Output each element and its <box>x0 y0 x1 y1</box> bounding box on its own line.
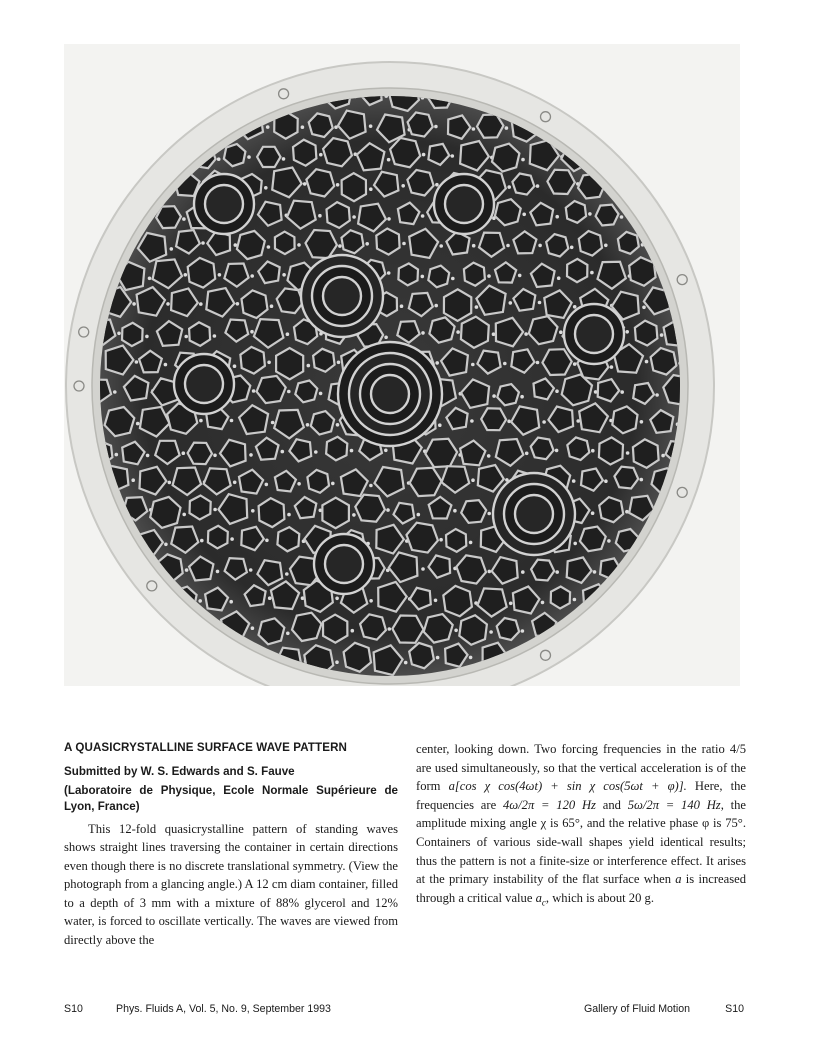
wave-cell <box>481 408 506 430</box>
frequency-2: 5ω/2π = 140 Hz <box>627 797 721 812</box>
wave-cell <box>497 384 519 405</box>
wave-node <box>250 274 254 278</box>
wave-node <box>435 183 439 187</box>
wave-node <box>557 276 561 280</box>
wave-node <box>471 363 475 367</box>
wave-node <box>590 271 594 275</box>
variable-ac: a <box>535 890 542 905</box>
wave-node <box>604 479 608 483</box>
wave-cell <box>425 439 457 467</box>
wave-node <box>166 302 170 306</box>
wave-node <box>655 393 659 397</box>
wave-node <box>230 419 234 423</box>
concentric-ring <box>445 185 483 223</box>
wave-node <box>492 394 496 398</box>
wave-node <box>301 125 305 129</box>
wave-node <box>297 243 301 247</box>
wave-node <box>541 601 545 605</box>
wave-node <box>236 302 240 306</box>
text-run: center, looking down. Two forcing frequencies in the ratio 4/5 are used simultaneously, so that the vertical acceleration is of the form <box>416 742 746 794</box>
wave-node <box>400 304 404 308</box>
wave-cell <box>579 231 602 256</box>
wave-node <box>387 158 391 162</box>
concentric-ring <box>185 365 223 403</box>
wave-node <box>536 184 540 188</box>
wave-node <box>509 602 513 606</box>
wave-cell <box>461 500 486 523</box>
wave-node <box>287 513 291 517</box>
wave-node <box>422 153 426 157</box>
wave-node <box>335 660 339 664</box>
wave-node <box>265 539 269 543</box>
wave-node <box>168 481 172 485</box>
concentric-ring <box>575 315 613 353</box>
wave-cell <box>566 201 586 223</box>
wave-cell <box>551 587 570 609</box>
wave-node <box>421 331 425 335</box>
wave-node <box>439 244 443 248</box>
wave-cell <box>327 202 350 228</box>
wave-node <box>573 362 577 366</box>
wave-cell <box>240 347 265 374</box>
wave-node <box>271 421 275 425</box>
page-number-right: S10 <box>725 1003 744 1015</box>
concentric-ring <box>323 277 361 315</box>
section-name: Gallery of Fluid Motion <box>584 1003 690 1015</box>
wave-node <box>588 212 592 216</box>
wave-cell <box>531 438 554 460</box>
wave-node <box>456 330 460 334</box>
wave-node <box>148 277 152 281</box>
wave-cell <box>355 495 385 522</box>
quasicrystal-photograph <box>64 44 740 686</box>
wave-cell <box>567 259 587 282</box>
wave-node <box>182 217 186 221</box>
wave-node <box>213 508 217 512</box>
wave-node <box>421 567 425 571</box>
wave-node <box>572 479 576 483</box>
wave-cell <box>311 411 334 434</box>
wave-cell <box>596 205 619 226</box>
wave-cell <box>326 437 347 461</box>
wave-node <box>434 304 438 308</box>
wave-cell <box>277 288 304 313</box>
wave-node <box>285 572 289 576</box>
wave-cell <box>633 439 659 468</box>
wave-cell <box>410 468 442 496</box>
wave-node <box>387 271 391 275</box>
wave-node <box>135 360 139 364</box>
wave-node <box>250 330 254 334</box>
wave-node <box>402 242 406 246</box>
wave-cell <box>461 317 489 348</box>
variable-ac-subscript: c <box>541 897 546 908</box>
wave-node <box>297 482 301 486</box>
wave-node <box>307 364 311 368</box>
wave-node <box>336 183 340 187</box>
wave-node <box>404 661 408 665</box>
wave-node <box>489 630 493 634</box>
wave-node <box>233 364 237 368</box>
journal-citation: Phys. Fluids A, Vol. 5, No. 9, September 1993 <box>116 1003 331 1015</box>
wave-cell <box>293 140 316 166</box>
wave-cell <box>307 470 329 493</box>
wave-cell <box>259 498 285 527</box>
wave-cell <box>313 349 335 372</box>
wave-cell <box>477 115 503 138</box>
wave-node <box>591 511 595 515</box>
wave-node <box>506 244 510 248</box>
wave-node <box>282 273 286 277</box>
wave-node <box>184 335 188 339</box>
wave-node <box>182 513 186 517</box>
wave-cell <box>546 234 568 256</box>
wave-cell <box>189 322 210 346</box>
wave-node <box>314 450 318 454</box>
wave-cell <box>444 289 471 321</box>
text-run: , which is about 20 g. <box>545 890 654 905</box>
wave-node <box>131 478 135 482</box>
wave-node <box>331 482 335 486</box>
wave-node <box>591 449 595 453</box>
wave-node <box>281 450 285 454</box>
wave-node <box>251 626 255 630</box>
wave-node <box>509 301 513 305</box>
wave-node <box>216 570 220 574</box>
wave-node <box>439 538 443 542</box>
wave-cell <box>398 263 418 285</box>
wave-cell <box>512 174 534 195</box>
wave-cell <box>224 144 246 166</box>
wave-node <box>113 390 117 394</box>
wave-node <box>417 513 421 517</box>
wave-node <box>338 244 342 248</box>
wave-node <box>521 158 525 162</box>
wave-cell <box>122 323 143 346</box>
wave-cell <box>635 321 658 346</box>
wave-node <box>218 273 222 277</box>
wave-node <box>115 453 119 457</box>
wave-node <box>645 360 649 364</box>
wave-node <box>247 155 251 159</box>
wave-cell <box>542 349 571 375</box>
wave-node <box>604 244 608 248</box>
wave-node <box>453 509 457 513</box>
wave-node <box>625 330 629 334</box>
wave-node <box>451 154 455 158</box>
wave-node <box>352 215 356 219</box>
wave-node <box>229 600 233 604</box>
wave-node <box>471 478 475 482</box>
wave-node <box>369 599 373 603</box>
wave-node <box>555 449 559 453</box>
page-number-left: S10 <box>64 1003 83 1015</box>
wave-node <box>352 513 356 517</box>
wave-node <box>492 332 496 336</box>
wave-node <box>434 599 438 603</box>
wave-node <box>620 390 624 394</box>
wave-cell <box>428 266 449 288</box>
text-run: Here, the frequencies are <box>416 779 746 812</box>
wave-node <box>521 629 525 633</box>
wave-node <box>610 365 614 369</box>
wave-node <box>286 332 290 336</box>
wave-node <box>249 453 253 457</box>
wave-node <box>230 537 234 541</box>
wave-cell <box>567 437 589 460</box>
wave-node <box>520 395 524 399</box>
wave-node <box>132 302 136 306</box>
paragraph-left: This 12-fold quasicrystalline pattern of standing waves shows straight lines traversing the container in certain directions even though there is no discrete translational symmetry. (View the photograph from a glancing angle.) A 12 cm diam container, filled to a depth of 3 mm with a mixture of 88% glycerol and 12% water, is forced to oscillate vertically. The waves are viewed from directly above the <box>64 821 398 948</box>
wave-node <box>487 454 491 458</box>
wave-node <box>306 423 310 427</box>
wave-node <box>369 187 373 191</box>
wave-node <box>351 629 355 633</box>
wave-node <box>185 568 189 572</box>
photograph-svg <box>64 44 740 686</box>
wave-cell <box>323 615 347 643</box>
wave-cell <box>547 170 574 194</box>
wave-node <box>626 451 630 455</box>
wave-node <box>421 275 425 279</box>
wave-node <box>573 305 577 309</box>
page-footer <box>64 1003 750 1019</box>
wave-node <box>319 153 323 157</box>
wave-node <box>559 330 563 334</box>
wave-node <box>536 361 540 365</box>
wave-cell <box>208 526 228 549</box>
wave-node <box>386 508 390 512</box>
affiliation: (Laboratoire de Physique, Ecole Normale Supérieure de Lyon, France) <box>64 783 398 813</box>
wave-node <box>487 274 491 278</box>
wave-cell <box>614 467 638 489</box>
wave-node <box>350 449 354 453</box>
wave-node <box>555 570 559 574</box>
wave-node <box>507 185 511 189</box>
wave-node <box>146 454 150 458</box>
wave-node <box>303 182 307 186</box>
wave-node <box>213 334 217 338</box>
wave-cell <box>618 232 639 254</box>
wave-node <box>270 304 274 308</box>
wave-node <box>369 124 373 128</box>
submitted-by: Submitted by W. S. Edwards and S. Fauve <box>64 765 295 778</box>
wave-node <box>267 245 271 249</box>
text-column-right <box>416 740 746 912</box>
wave-cell <box>376 229 399 255</box>
wave-node <box>503 362 507 366</box>
wave-node <box>182 451 186 455</box>
wave-node <box>436 656 440 660</box>
wave-node <box>335 597 339 601</box>
wave-node <box>249 568 253 572</box>
wave-node <box>470 419 474 423</box>
concentric-ring <box>515 495 553 533</box>
concentric-ring <box>371 375 409 413</box>
wave-node <box>542 420 546 424</box>
wave-node <box>660 333 664 337</box>
wave-node <box>164 363 168 367</box>
wave-node <box>184 273 188 277</box>
text-run: is increased through a critical value <box>416 872 746 905</box>
wave-cell <box>277 527 299 551</box>
wave-node <box>401 184 405 188</box>
wave-cell <box>276 348 303 379</box>
wave-node <box>555 389 559 393</box>
wave-node <box>570 246 574 250</box>
wave-node <box>199 302 203 306</box>
wave-node <box>136 422 140 426</box>
wave-node <box>469 541 473 545</box>
wave-cell <box>188 443 212 465</box>
wave-cell <box>190 496 211 520</box>
wave-cell <box>342 230 364 253</box>
wave-node <box>573 598 577 602</box>
wave-node <box>252 389 256 393</box>
wave-node <box>200 539 204 543</box>
frequency-1: 4ω/2π = 120 Hz <box>502 797 596 812</box>
wave-node <box>475 305 479 309</box>
wave-node <box>199 419 203 423</box>
wave-node <box>469 656 473 660</box>
wave-node <box>451 277 455 281</box>
wave-cell <box>464 263 485 286</box>
wave-node <box>267 361 271 365</box>
concentric-ring <box>205 185 243 223</box>
wave-node <box>170 247 174 251</box>
wave-node <box>319 392 323 396</box>
wave-node <box>454 629 458 633</box>
wave-node <box>505 126 509 130</box>
wave-cell <box>497 618 519 640</box>
wave-node <box>117 332 121 336</box>
wave-node <box>287 390 291 394</box>
wave-node <box>251 509 255 513</box>
wave-cell <box>446 529 466 552</box>
wave-node <box>640 478 644 482</box>
wave-node <box>213 454 217 458</box>
wave-cell <box>599 437 623 464</box>
wave-node <box>522 213 526 217</box>
wave-node <box>521 570 525 574</box>
wave-node <box>264 186 268 190</box>
wave-cell <box>295 381 317 403</box>
wave-node <box>472 127 476 131</box>
wave-cell <box>392 616 423 643</box>
wave-node <box>487 512 491 516</box>
wave-node <box>620 215 624 219</box>
text-run: , the amplitude mixing angle χ is 65°, and the relative phase φ is 75°. Containers of various side-wall shapes yield identical results; thus the pattern is not a finite-size or interference effect. It arises at the primary instability of the flat surface when <box>416 797 747 887</box>
wave-node <box>538 301 542 305</box>
wave-node <box>282 157 286 161</box>
text-column-left <box>64 740 398 950</box>
wave-node <box>217 157 221 161</box>
wave-cell <box>257 147 280 167</box>
wave-node <box>438 423 442 427</box>
wave-node <box>607 539 611 543</box>
wave-node <box>387 217 391 221</box>
wave-node <box>538 244 542 248</box>
article-title: A QUASICRYSTALLINE SURFACE WAVE PATTERN <box>64 741 348 754</box>
wave-node <box>145 335 149 339</box>
wave-node <box>593 570 597 574</box>
wave-node <box>198 599 202 603</box>
variable-a: a <box>675 872 682 887</box>
wave-node <box>525 452 529 456</box>
wave-node <box>640 420 644 424</box>
wave-cell <box>531 560 554 581</box>
wave-node <box>384 449 388 453</box>
wave-node <box>524 332 528 336</box>
wave-cell <box>322 498 349 529</box>
wave-cell <box>342 173 366 201</box>
wave-node <box>265 483 269 487</box>
wave-node <box>434 125 438 129</box>
wave-cell <box>306 230 337 258</box>
wave-node <box>286 632 290 636</box>
wave-node <box>388 627 392 631</box>
wave-node <box>268 596 272 600</box>
wave-node <box>369 484 373 488</box>
wave-node <box>421 214 425 218</box>
wave-node <box>518 274 522 278</box>
wave-node <box>337 361 341 365</box>
wave-node <box>435 361 439 365</box>
wave-node <box>336 423 340 427</box>
wave-node <box>365 242 369 246</box>
wave-node <box>555 215 559 219</box>
wave-node <box>266 125 270 129</box>
wave-node <box>201 241 205 245</box>
wave-cell <box>629 257 655 286</box>
acceleration-formula: a[cos χ cos(4ωt) + sin χ cos(5ωt + φ)]. <box>448 779 687 794</box>
wave-node <box>233 481 237 485</box>
wave-node <box>164 543 168 547</box>
wave-node <box>318 214 322 218</box>
paragraph-right <box>416 740 746 912</box>
wave-node <box>642 306 646 310</box>
wave-node <box>573 542 577 546</box>
wave-cell <box>275 232 295 255</box>
text-run: and <box>595 797 628 812</box>
wave-node <box>384 336 388 340</box>
wave-node <box>472 244 476 248</box>
concentric-ring <box>325 545 363 583</box>
